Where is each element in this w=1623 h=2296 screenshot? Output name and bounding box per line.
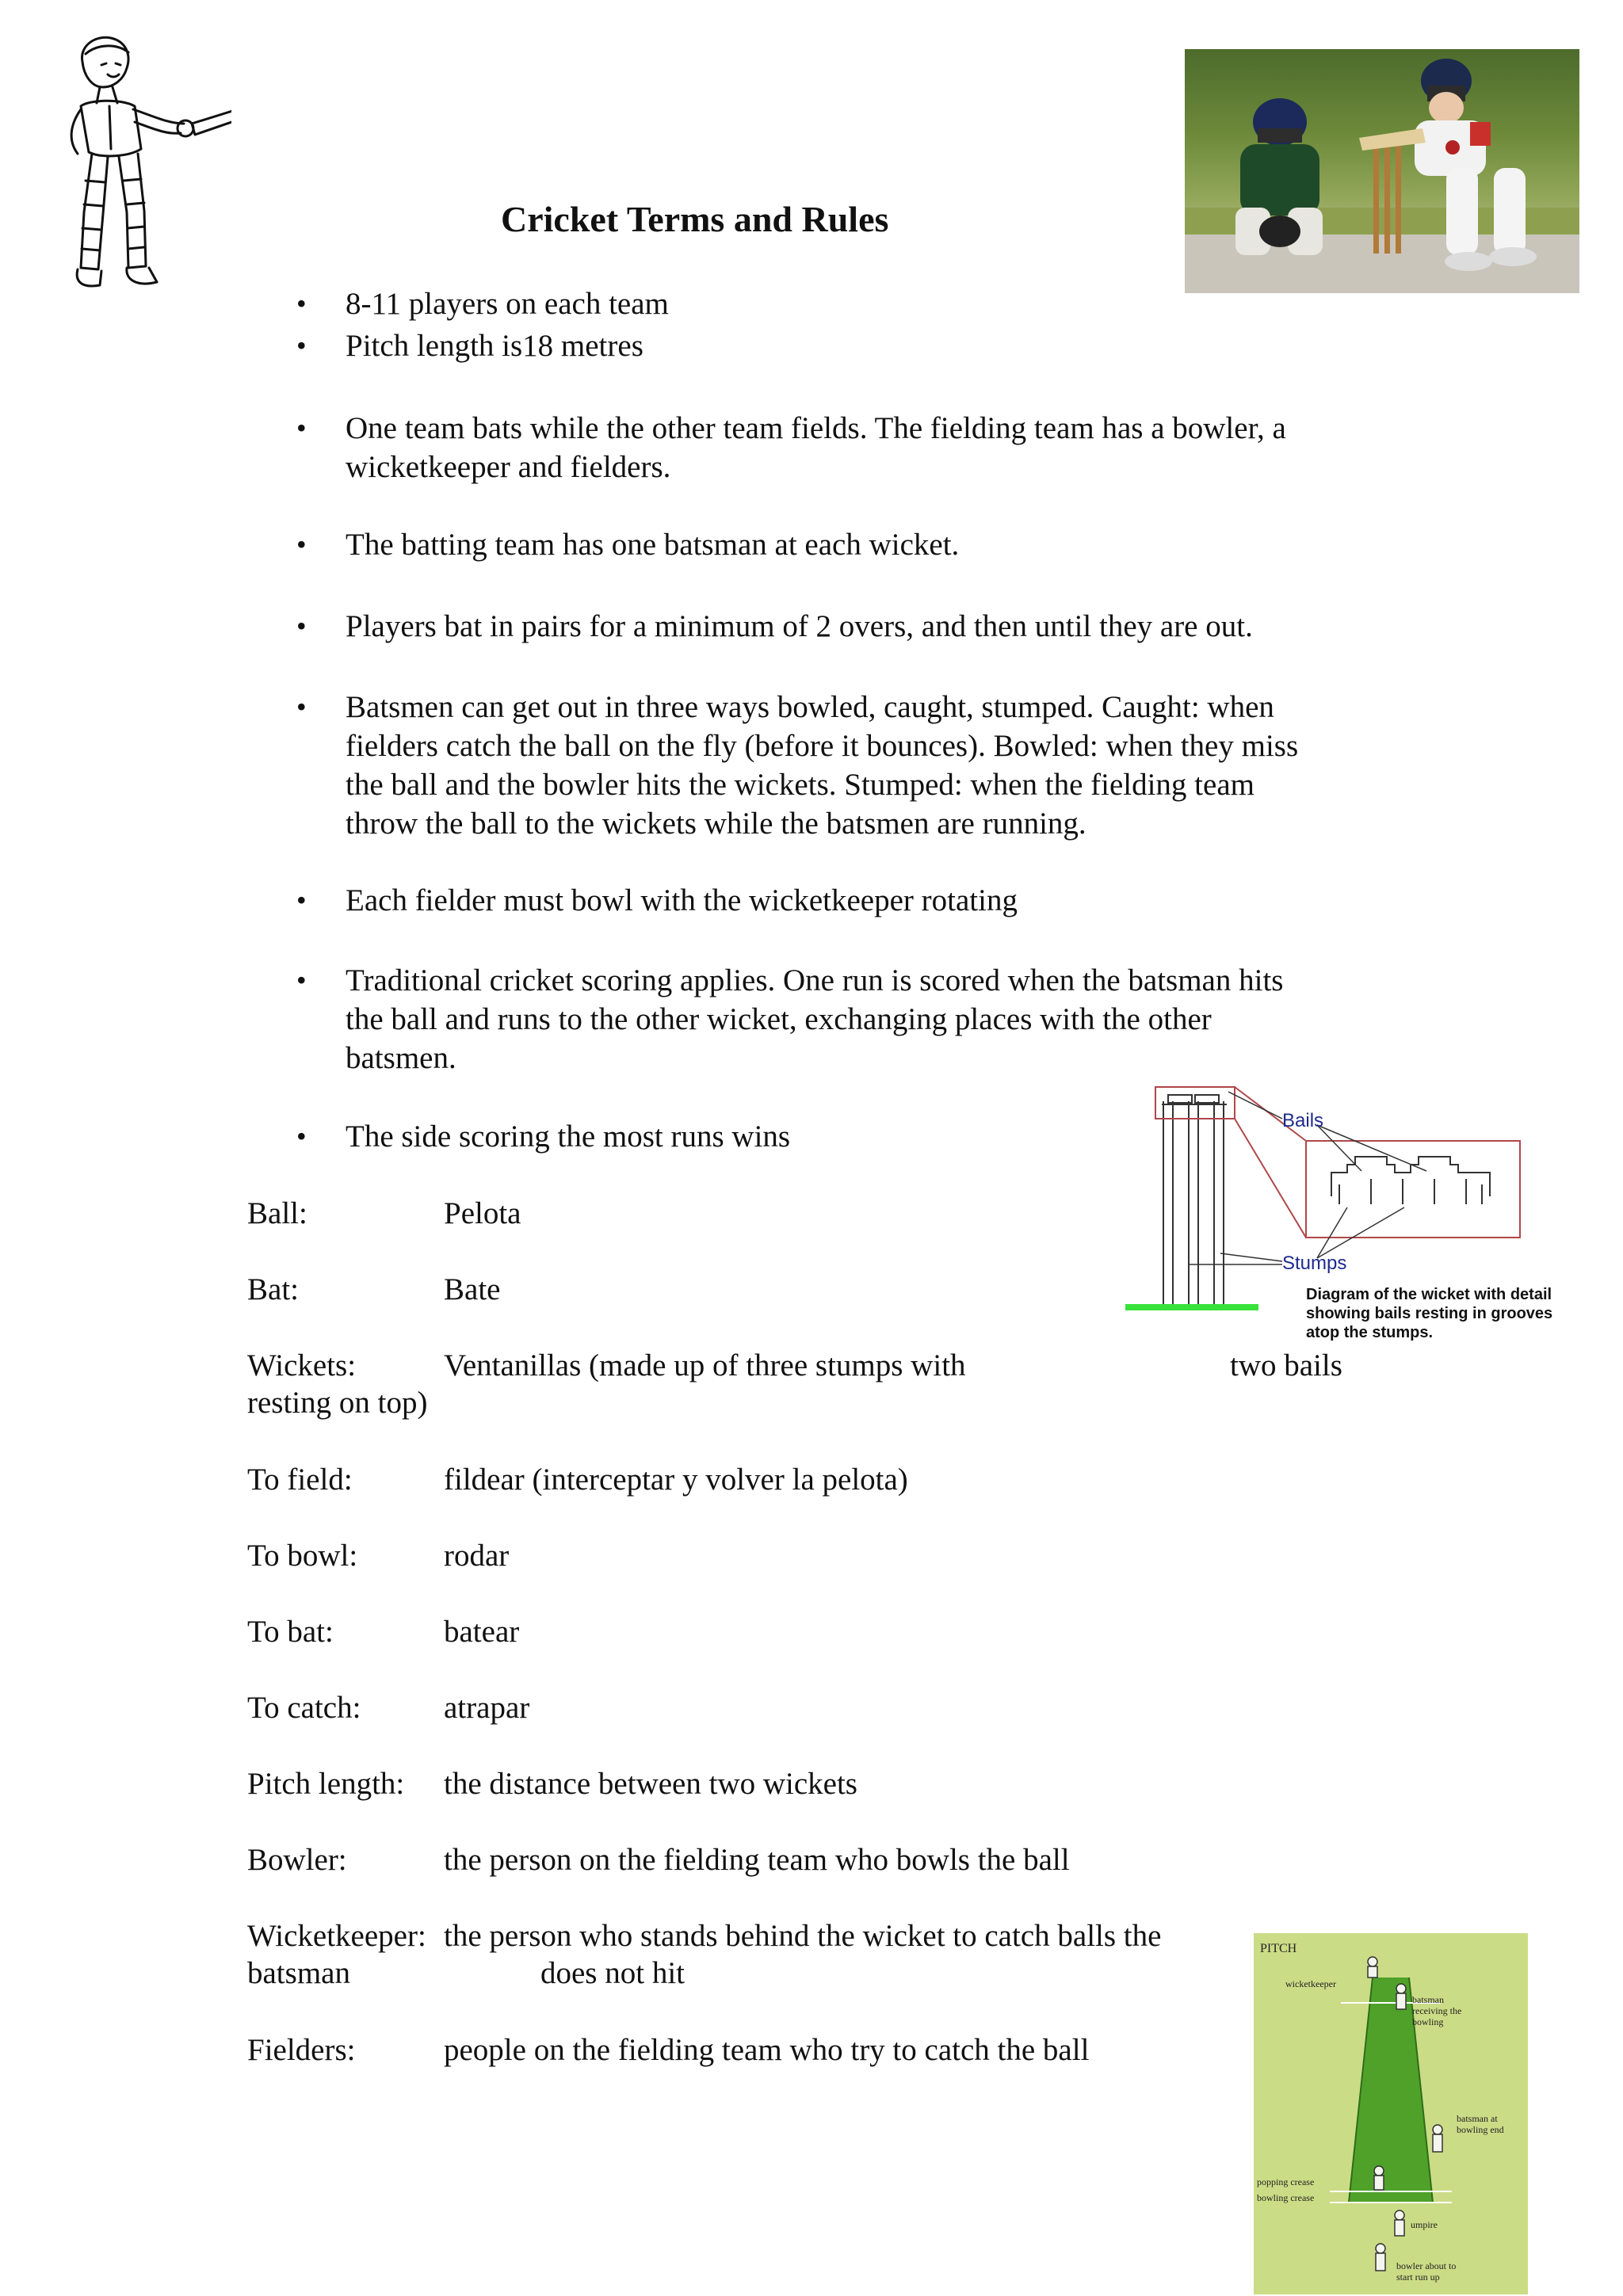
rule-item xyxy=(293,607,1387,646)
wicket-stumps-drawing xyxy=(1162,1095,1227,1306)
wicket-caption-line: atop the stumps. xyxy=(1306,1324,1434,1341)
bullet-icon: • xyxy=(296,610,307,642)
label-batsman-receiving: receiving the xyxy=(1412,2005,1462,2016)
rule-line: Pitch length is18 metres xyxy=(346,329,643,363)
wicket-caption-line: showing bails resting in grooves xyxy=(1306,1305,1553,1322)
rule-line: The batting team has one batsman at each wicket. xyxy=(346,528,960,562)
bullet-icon: • xyxy=(296,330,307,361)
glossary-continuation-tail: does not hit xyxy=(540,1956,685,1990)
wicket-diagram xyxy=(1109,1077,1585,1347)
glossary-definition: the person who stands behind the wicket to catch balls the xyxy=(444,1919,1162,1953)
photo-young-cricketers xyxy=(1185,49,1579,293)
glossary-definition: the person on the fielding team who bowls the ball xyxy=(444,1843,1070,1877)
pitch-diagram xyxy=(1254,1933,1528,2294)
glossary-definition: Bate xyxy=(444,1272,501,1306)
rule-item xyxy=(293,961,1387,1077)
rule-item xyxy=(293,409,1387,486)
glossary-definition-tail: two bails xyxy=(1230,1348,1342,1383)
photo-young-cricketers-scene xyxy=(1185,49,1579,293)
rule-line: throw the ball to the wickets while the batsmen are running. xyxy=(346,807,1086,841)
label-stumps: Stumps xyxy=(1282,1253,1347,1274)
glossary-term: To catch: xyxy=(247,1691,361,1725)
glossary-term: Fielders: xyxy=(247,2033,356,2067)
bullet-icon: • xyxy=(296,412,307,444)
wicket-caption-line: Diagram of the wicket with detail xyxy=(1306,1286,1552,1303)
rule-line: 8-11 players on each team xyxy=(346,287,669,321)
label-bails: Bails xyxy=(1282,1110,1324,1131)
rule-line: Batsmen can get out in three ways bowled, caught, stumped. Caught: when xyxy=(346,690,1274,724)
rule-line: fielders catch the ball on the fly (before it bounces). Bowled: when they miss xyxy=(346,729,1299,763)
glossary-definition: the distance between two wickets xyxy=(444,1767,857,1801)
label-popping-crease: popping crease xyxy=(1257,2176,1315,2187)
wicket-ground-line xyxy=(1125,1304,1258,1310)
pitch-heading: PITCH xyxy=(1260,1942,1297,1955)
glossary-definition: Pelota xyxy=(444,1196,521,1230)
rule-item xyxy=(293,688,1387,843)
glossary-term: Pitch length: xyxy=(247,1767,405,1801)
rule-item xyxy=(293,326,1387,365)
rule-line: The side scoring the most runs wins xyxy=(346,1119,791,1154)
rule-item xyxy=(293,881,1387,920)
bullet-icon: • xyxy=(296,964,307,996)
glossary-definition: batear xyxy=(444,1615,520,1649)
bullet-icon: • xyxy=(296,1120,307,1152)
glossary-definition: people on the fielding team who try to catch the ball xyxy=(444,2033,1090,2067)
label-batsman-bowling-end: batsman at xyxy=(1457,2113,1498,2124)
glossary-term: Bat: xyxy=(247,1272,299,1306)
label-umpire: umpire xyxy=(1411,2219,1438,2230)
label-batsman-bowling-end: bowling end xyxy=(1457,2124,1504,2135)
label-bowling-crease: bowling crease xyxy=(1257,2192,1315,2203)
label-batsman-receiving: bowling xyxy=(1412,2016,1444,2027)
glossary-term: Wickets: xyxy=(247,1348,357,1383)
rule-line: Players bat in pairs for a minimum of 2 overs, and then until they are out. xyxy=(346,609,1253,643)
label-bowler: bowler about to xyxy=(1396,2260,1457,2271)
glossary-continuation: batsman xyxy=(247,1956,350,1990)
glossary-definition: fildear (interceptar y volver la pelota) xyxy=(444,1463,908,1497)
bullet-icon: • xyxy=(296,884,307,916)
bullet-icon: • xyxy=(296,288,307,319)
label-batsman-receiving: batsman xyxy=(1412,1994,1444,2005)
label-bowler: start run up xyxy=(1396,2271,1440,2283)
glossary-definition: Ventanillas (made up of three stumps with xyxy=(444,1348,966,1383)
glossary-continuation: resting on top) xyxy=(247,1386,428,1420)
rule-line: the ball and the bowler hits the wickets. Stumped: when the fielding team xyxy=(346,768,1254,802)
cartoon-batsman-illustration xyxy=(33,30,231,309)
rule-line: the ball and runs to the other wicket, exchanging places with the other xyxy=(346,1002,1212,1036)
page-title: Cricket Terms and Rules xyxy=(501,199,889,239)
rule-line: Traditional cricket scoring applies. One run is scored when the batsman hits xyxy=(346,963,1284,997)
glossary-term: To bowl: xyxy=(247,1539,358,1573)
glossary-term: To bat: xyxy=(247,1615,334,1649)
glossary-term: To field: xyxy=(247,1463,353,1497)
bullet-icon: • xyxy=(296,528,307,560)
rule-item xyxy=(293,284,1387,323)
rule-line: wicketkeeper and fielders. xyxy=(346,450,671,484)
glossary-definition: atrapar xyxy=(444,1691,530,1725)
label-wicketkeeper: wicketkeeper xyxy=(1285,1978,1336,1989)
glossary-definition: rodar xyxy=(444,1539,510,1573)
glossary-term: Bowler: xyxy=(247,1843,347,1877)
rule-line: Each fielder must bowl with the wicketkeeper rotating xyxy=(346,883,1018,917)
rule-line: batsmen. xyxy=(346,1041,456,1075)
rule-item xyxy=(293,525,1387,564)
glossary-term: Ball: xyxy=(247,1196,307,1230)
rule-line: One team bats while the other team fields. The fielding team has a bowler, a xyxy=(346,411,1286,445)
glossary-term: Wicketkeeper: xyxy=(247,1919,426,1953)
bullet-icon: • xyxy=(296,691,307,723)
